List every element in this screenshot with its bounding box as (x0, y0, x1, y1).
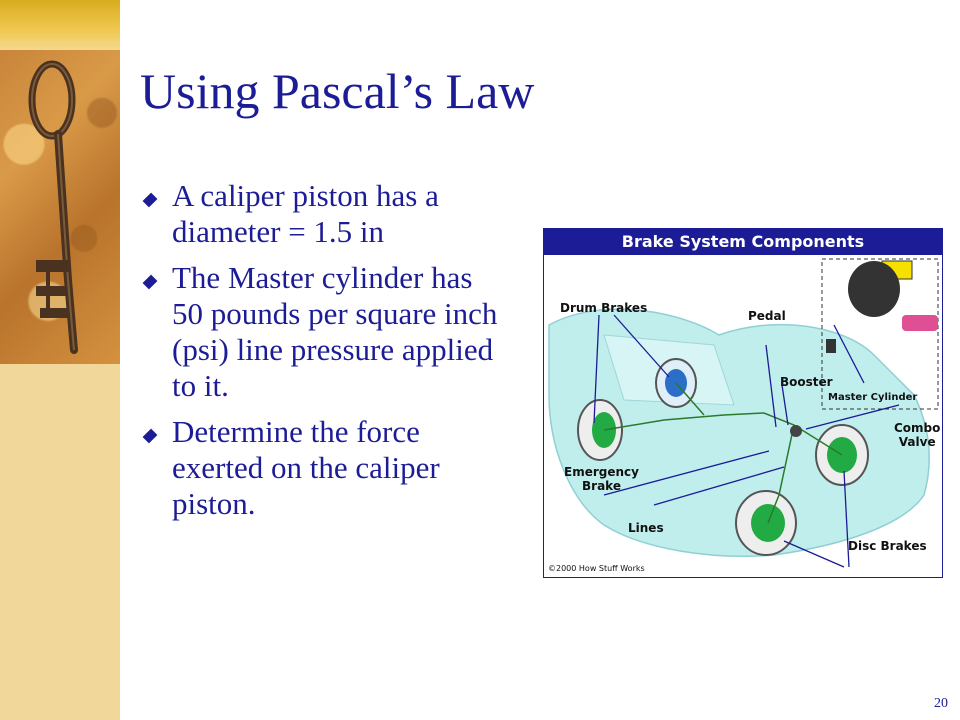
booster-small-shape (790, 425, 802, 437)
strip-gradient (0, 0, 120, 50)
diamond-bullet-icon (143, 193, 158, 208)
brake-system-figure (543, 228, 943, 578)
label-emergency-brake: Emergency Brake (564, 465, 639, 493)
bullet-item (140, 178, 510, 250)
left-decorative-strip (0, 0, 120, 720)
diamond-bullet-icon (143, 429, 158, 444)
bullet-item (140, 260, 510, 404)
key-photo (0, 50, 120, 364)
pedal-shape (826, 339, 836, 353)
slide-title: Using Pascal’s Law (140, 63, 535, 119)
diamond-bullet-icon (143, 275, 158, 290)
booster-shape (848, 261, 900, 317)
label-lines: Lines (628, 521, 664, 535)
figure-copyright: ©2000 How Stuff Works (548, 564, 645, 573)
label-booster: Booster (780, 375, 833, 389)
label-master-cylinder: Master Cylinder (828, 392, 918, 403)
bullet-text: The Master cylinder has 50 pounds per square inch (psi) line pressure applied to it. (172, 260, 498, 403)
wheel-front-left (736, 491, 796, 555)
label-pedal: Pedal (748, 309, 786, 323)
label-combo-valve: Combo Valve (894, 421, 941, 449)
page-number: 20 (934, 696, 948, 711)
key-illustration (0, 50, 120, 364)
figure-header: Brake System Components (544, 229, 942, 255)
label-drum-brakes: Drum Brakes (560, 301, 648, 315)
bullet-item (140, 414, 510, 522)
wheel-rear-left (578, 400, 622, 460)
label-disc-brakes: Disc Brakes (848, 539, 927, 553)
bullet-text: A caliper piston has a diameter = 1.5 in (172, 178, 439, 249)
bullet-text: Determine the force exerted on the caliper piston. (172, 414, 440, 521)
combo-valve-shape (902, 315, 938, 331)
bullet-list (140, 178, 510, 532)
